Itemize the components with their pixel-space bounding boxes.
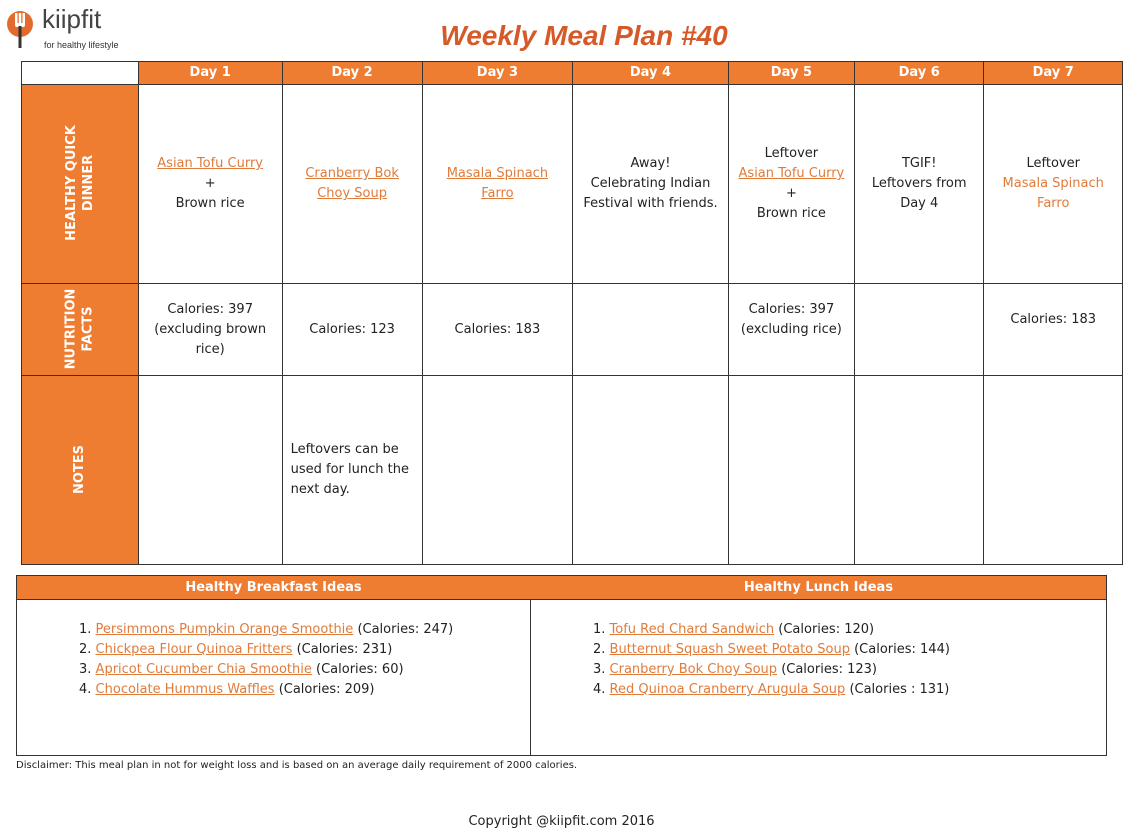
- notes-cell-day4: [573, 376, 729, 565]
- dinner-cell-day3: [422, 85, 573, 284]
- row-label-notes: [22, 376, 139, 565]
- recipe-link[interactable]: Butternut Squash Sweet Potato Soup: [609, 642, 850, 657]
- nutrition-cell-day7: [984, 284, 1123, 376]
- item-number: 4.: [79, 682, 92, 697]
- leftover-dish: Masala Spinach: [1002, 176, 1104, 191]
- notes-cell-day3: [422, 376, 573, 565]
- day-header-row: [22, 62, 1123, 85]
- row-label-nutrition: [22, 284, 139, 376]
- dinner-row: [22, 85, 1123, 284]
- recipe-link[interactable]: [447, 166, 548, 201]
- item-number: 2.: [79, 642, 92, 657]
- breakfast-list: [79, 620, 453, 700]
- day-header: Day 3: [422, 62, 573, 85]
- note-text: next day.: [290, 482, 350, 497]
- row-label-line: FACTS: [80, 305, 96, 352]
- recipe-link[interactable]: Chocolate Hummus Waffles: [95, 682, 275, 697]
- item-number: 2.: [593, 642, 606, 657]
- calorie-text: Calories: 123: [309, 321, 395, 337]
- notes-cell-day2: [282, 376, 422, 565]
- item-calories: (Calories : 131): [849, 682, 950, 697]
- meal-text: Festival with friends.: [583, 196, 718, 211]
- nutrition-cell-day5: [728, 284, 854, 376]
- side-dish: Brown rice: [175, 196, 245, 211]
- ideas-panel: [16, 575, 1107, 756]
- nutrition-row: [22, 284, 1123, 376]
- copyright: Copyright @kiipfit.com 2016: [468, 814, 655, 829]
- calorie-text: Calories: 397: [167, 301, 253, 317]
- recipe-link[interactable]: Chickpea Flour Quinoa Fritters: [95, 642, 293, 657]
- notes-row: [22, 376, 1123, 565]
- row-label-line: NUTRITION: [63, 288, 79, 369]
- row-label-dinner: [22, 85, 139, 284]
- item-number: 4.: [593, 682, 606, 697]
- logo-wordmark: kiipfit: [42, 4, 102, 34]
- item-calories: (Calories: 144): [854, 642, 950, 657]
- fork-icon: [4, 6, 40, 50]
- dinner-cell-day1: [138, 85, 282, 284]
- day-header: Day 5: [728, 62, 854, 85]
- header-corner: [22, 62, 139, 85]
- item-number: 3.: [593, 662, 606, 677]
- dinner-cell-day7: [984, 85, 1123, 284]
- item-calories: (Calories: 123): [781, 662, 877, 677]
- meal-text: TGIF!: [901, 156, 937, 171]
- meal-plan-table: [21, 61, 1123, 565]
- meal-text: Celebrating Indian: [590, 176, 711, 191]
- nutrition-cell-day6: [855, 284, 984, 376]
- breakfast-heading: Healthy Breakfast Ideas: [185, 580, 362, 595]
- day-header: Day 7: [984, 62, 1123, 85]
- calorie-text: Calories: 183: [1010, 312, 1097, 327]
- recipe-link[interactable]: Cranberry Bok Choy Soup: [609, 662, 778, 677]
- leftover-dish: Farro: [1037, 196, 1070, 211]
- item-number: 1.: [593, 622, 606, 637]
- meal-text: Leftovers from: [871, 176, 967, 191]
- day-header: Day 2: [282, 62, 422, 85]
- list-item: [593, 620, 950, 640]
- item-calories: (Calories: 231): [296, 642, 393, 657]
- plus-sign: +: [785, 186, 797, 201]
- item-calories: (Calories: 247): [357, 622, 454, 637]
- notes-cell-day6: [855, 376, 984, 565]
- recipe-link-line: Cranberry Bok: [305, 166, 399, 181]
- dinner-cell-day2: [282, 85, 422, 284]
- lunch-heading: Healthy Lunch Ideas: [743, 580, 894, 595]
- calorie-text: rice): [195, 341, 225, 357]
- nutrition-cell-day1: [138, 284, 282, 376]
- calorie-text: Calories: 183: [454, 321, 541, 337]
- dinner-cell-day6: [855, 85, 984, 284]
- plus-sign: +: [204, 176, 216, 191]
- meal-text: Leftover: [764, 146, 819, 161]
- kiipfit-logo[interactable]: [4, 6, 144, 54]
- item-calories: (Calories: 60): [316, 662, 404, 677]
- row-label-line: HEALTHY QUICK: [63, 125, 79, 241]
- day-header: Day 6: [855, 62, 984, 85]
- notes-cell-day5: [728, 376, 854, 565]
- row-label-line: DINNER: [80, 154, 96, 212]
- list-item: [79, 620, 453, 640]
- notes-cell-day7: [984, 376, 1123, 565]
- page-title: Weekly Meal Plan #40: [440, 20, 728, 51]
- recipe-link[interactable]: Tofu Red Chard Sandwich: [609, 622, 775, 637]
- logo-tagline: for healthy lifestyle: [44, 40, 119, 50]
- day-header: Day 4: [573, 62, 729, 85]
- list-item: [79, 680, 453, 700]
- recipe-link[interactable]: Red Quinoa Cranberry Arugula Soup: [609, 682, 846, 697]
- lunch-list: [593, 620, 950, 700]
- recipe-link[interactable]: Persimmons Pumpkin Orange Smoothie: [95, 622, 354, 637]
- recipe-link[interactable]: Asian Tofu Curry: [738, 166, 845, 181]
- note-text: Leftovers can be: [290, 442, 399, 457]
- list-item: [79, 660, 453, 680]
- list-item: [593, 680, 950, 700]
- list-item: [593, 640, 950, 660]
- nutrition-cell-day3: [422, 284, 573, 376]
- nutrition-cell-day2: [282, 284, 422, 376]
- item-number: 1.: [79, 622, 92, 637]
- list-item: [593, 660, 950, 680]
- dinner-cell-day4: [573, 85, 729, 284]
- ideas-divider: [530, 600, 531, 756]
- recipe-link-line: Choy Soup: [317, 186, 387, 201]
- disclaimer: Disclaimer: This meal plan in not for weight loss and is based on an average daily requirement of 2000 calories.: [16, 760, 578, 771]
- recipe-link-line: Farro: [481, 186, 514, 201]
- calorie-text: (excluding brown: [154, 321, 267, 337]
- recipe-link-line: Masala Spinach: [446, 166, 549, 181]
- list-item: [79, 640, 453, 660]
- recipe-link[interactable]: [305, 166, 399, 201]
- recipe-link[interactable]: Apricot Cucumber Chia Smoothie: [95, 662, 312, 677]
- day-header: Day 1: [138, 62, 282, 85]
- meal-text: Away!: [630, 156, 671, 171]
- ideas-header: [17, 576, 1106, 600]
- calorie-text: (excluding rice): [740, 322, 842, 337]
- notes-cell-day1: [138, 376, 282, 565]
- item-calories: (Calories: 120): [778, 622, 875, 637]
- recipe-link[interactable]: Asian Tofu Curry: [157, 156, 264, 171]
- dinner-cell-day5: [728, 85, 854, 284]
- calorie-text: Calories: 397: [748, 302, 835, 317]
- note-text: used for lunch the: [290, 462, 409, 477]
- meal-text: Day 4: [900, 196, 939, 211]
- meal-text: Leftover: [1026, 156, 1080, 171]
- row-label-line: NOTES: [72, 444, 88, 495]
- item-calories: (Calories: 209): [278, 682, 375, 697]
- item-number: 3.: [79, 662, 92, 677]
- side-dish: Brown rice: [756, 206, 826, 221]
- nutrition-cell-day4: [573, 284, 729, 376]
